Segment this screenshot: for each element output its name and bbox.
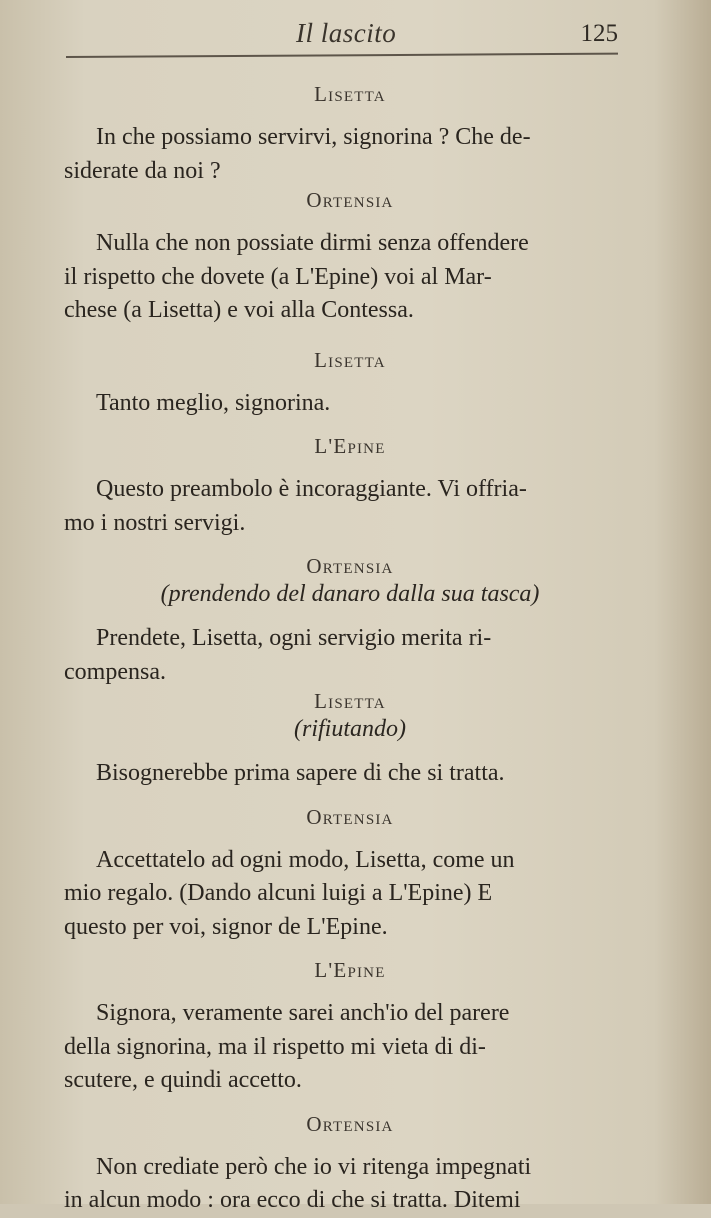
speech-line: Signora, veramente sarei anch'io del parere: [96, 1000, 510, 1026]
speech-line: scutere, e quindi accetto.: [64, 1067, 302, 1093]
stage-direction: (prendendo del danaro dalla sua tasca): [160, 581, 540, 607]
speaker-name: Ortensia: [306, 804, 394, 829]
speech-line: Prendete, Lisetta, ogni servigio merita ri-: [96, 625, 492, 651]
speaker-name: Ortensia: [306, 1111, 394, 1136]
speech: [80, 387, 620, 421]
speaker-name: Lisetta: [314, 347, 386, 372]
speech-line: Accettatelo ad ogni modo, Lisetta, come un: [96, 846, 515, 873]
speech-line: In che possiamo servirvi, signorina ? Che de-: [96, 124, 531, 150]
page-header: [66, 16, 618, 62]
speaker-name: Lisetta: [314, 689, 386, 713]
speech-line: mo i nostri servigi.: [64, 509, 246, 536]
speaker-name: L'Epine: [314, 958, 386, 982]
speech-line: il rispetto che dovete (a L'Epine) voi al Mar-: [64, 263, 492, 290]
speech: [64, 121, 620, 188]
running-title: Il lascito: [296, 18, 397, 48]
speaker-name: Ortensia: [306, 188, 394, 212]
speech-line: in alcun modo : ora ecco di che si tratta. Ditemi: [64, 1187, 521, 1213]
speech-line: siderate da noi ?: [64, 157, 221, 184]
speech-line: chese (a Lisetta) e voi alla Contessa.: [64, 297, 414, 323]
header-rule: [66, 53, 618, 58]
page-number: 125: [580, 20, 618, 47]
speech-line: compensa.: [64, 658, 166, 685]
speaker-name: Lisetta: [314, 82, 386, 106]
speech-line: Questo preambolo è incoraggiante. Vi offria-: [96, 476, 527, 502]
speech: [64, 1151, 620, 1218]
dialogue-text: [64, 82, 620, 1218]
stage-direction: (rifiutando): [294, 716, 406, 742]
speech-line: della signorina, ma il rispetto mi vieta di di-: [64, 1033, 486, 1060]
speech-line: Nulla che non possiate dirmi senza offendere: [96, 230, 529, 256]
speaker-name: Ortensia: [306, 554, 394, 578]
speech: [64, 622, 620, 689]
speech: [80, 757, 620, 791]
speech-line: mio regalo. (Dando alcuni luigi a L'Epine) E: [64, 880, 493, 906]
speech: [64, 997, 620, 1098]
speaker-name: L'Epine: [314, 434, 386, 458]
speech-line: Non crediate però che io vi ritenga impegnati: [96, 1153, 532, 1180]
speech-line: Bisognerebbe prima sapere di che si tratta.: [96, 760, 505, 786]
speech-line: Tanto meglio, signorina.: [96, 389, 331, 416]
speech: [64, 227, 620, 328]
speech: [64, 473, 620, 540]
speech: [64, 844, 620, 945]
speech-line: questo per voi, signor de L'Epine.: [64, 913, 388, 940]
